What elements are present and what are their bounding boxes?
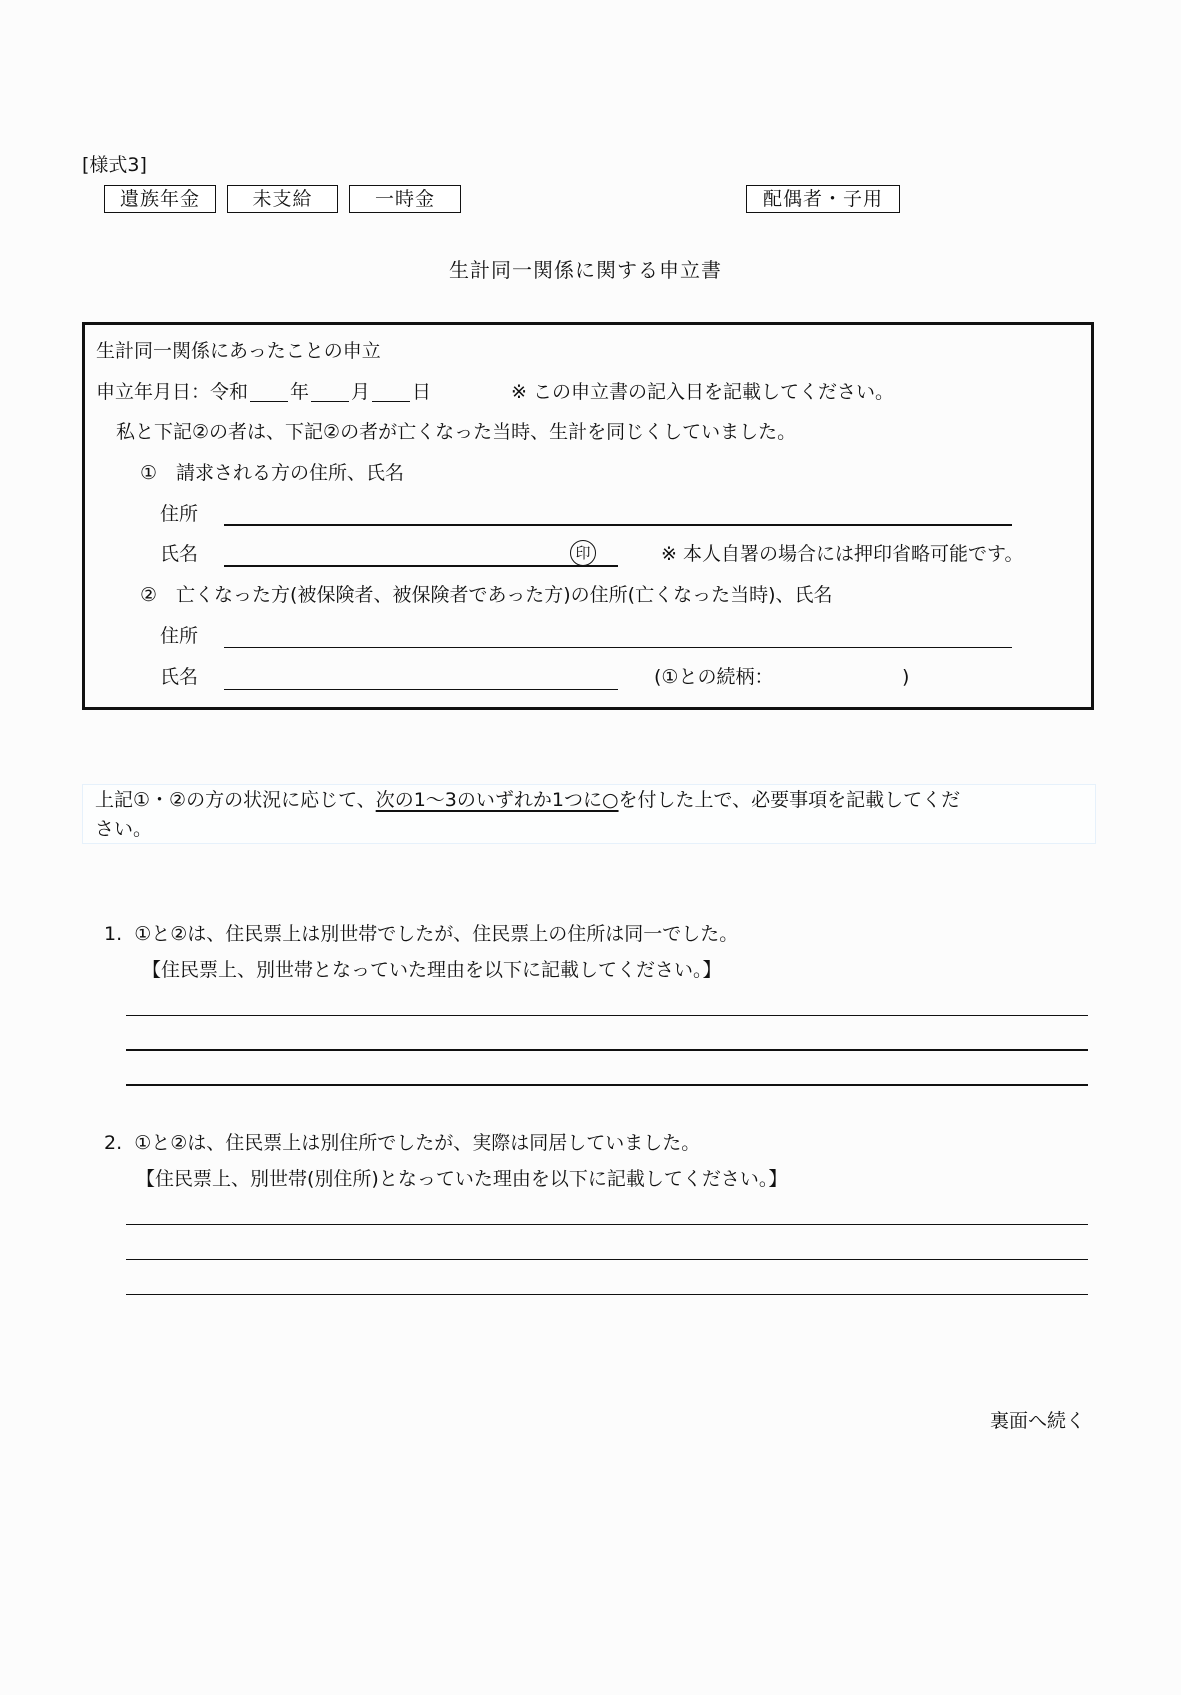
declaration-date-row [96, 383, 431, 402]
document-title: 生計同一関係に関する申立書 [449, 258, 722, 282]
option-1[interactable] [104, 925, 738, 944]
seal-mark [570, 540, 596, 566]
date-note: ※ この申立書の記入日を記載してください。 [511, 381, 894, 403]
month-field[interactable] [311, 383, 349, 402]
seal-icon: 印 [570, 540, 596, 566]
tag-survivor-pension[interactable] [104, 185, 216, 213]
option-1-answer-line-2[interactable] [126, 1049, 1088, 1051]
instructions-line1 [95, 791, 960, 810]
tag-label: 一時金 [374, 188, 435, 210]
option-2-prompt: 【住民票上、別世帯(別住所)となっていた理由を以下に記載してください。】 [136, 1168, 788, 1190]
date-label: 申立年月日：令和 [96, 381, 249, 403]
relationship-label: (①との続柄： [654, 666, 774, 688]
option-2-answer-line-3[interactable] [126, 1294, 1088, 1295]
declaration-heading: 生計同一関係にあったことの申立 [96, 340, 381, 362]
relationship-close: ) [902, 666, 910, 688]
option-2-answer-line-2[interactable] [126, 1259, 1088, 1260]
tag-label: 配偶者・子用 [762, 188, 883, 210]
form-label: [様式3] [82, 154, 147, 176]
day-unit: 日 [412, 381, 432, 403]
option-2[interactable] [104, 1134, 700, 1153]
deceased-name-label: 氏名 [160, 666, 199, 688]
instructions-prefix: 上記①・②の方の状況に応じて、 [95, 789, 376, 811]
claimant-heading: ① 請求される方の住所、氏名 [140, 462, 405, 484]
instructions-line2: さい。 [95, 818, 153, 840]
deceased-name-field[interactable] [224, 689, 618, 690]
tag-unpaid-benefit[interactable] [227, 185, 338, 213]
option-text: ①と②は、住民票上は別世帯でしたが、住民票上の住所は同一でした。 [134, 923, 739, 945]
claimant-address-field[interactable] [224, 524, 1012, 526]
tag-label: 未支給 [252, 188, 313, 210]
declaration-statement: 私と下記②の者は、下記②の者が亡くなった当時、生計を同じくしていました。 [116, 421, 797, 443]
deceased-heading: ② 亡くなった方(被保険者、被保険者であった方)の住所(亡くなった当時)、氏名 [140, 584, 833, 606]
claimant-address-label: 住所 [160, 503, 199, 525]
claimant-name-field[interactable] [224, 565, 618, 567]
instructions-underlined: 次の1～3のいずれか1つに○ [375, 789, 619, 811]
tag-lump-sum[interactable] [349, 185, 461, 213]
option-1-answer-line-1[interactable] [126, 1015, 1088, 1016]
deceased-address-field[interactable] [224, 647, 1012, 648]
option-1-prompt: 【住民票上、別世帯となっていた理由を以下に記載してください。】 [142, 959, 722, 981]
tag-label: 遺族年金 [119, 188, 200, 210]
option-text: ①と②は、住民票上は別住所でしたが、実際は同居していました。 [134, 1132, 701, 1154]
year-field[interactable] [250, 383, 288, 402]
option-number: 1. [104, 923, 123, 945]
option-2-answer-line-1[interactable] [126, 1224, 1088, 1225]
option-1-answer-line-3[interactable] [126, 1084, 1088, 1086]
year-unit: 年 [290, 381, 310, 403]
instructions-suffix: を付した上で、必要事項を記載してくだ [618, 789, 961, 811]
relationship-field[interactable] [800, 664, 900, 688]
day-field[interactable] [372, 383, 410, 402]
continue-note: 裏面へ続く [990, 1410, 1086, 1432]
seal-note: ※ 本人自署の場合には押印省略可能です。 [661, 543, 1024, 565]
claimant-name-label: 氏名 [160, 543, 199, 565]
option-number: 2. [104, 1132, 123, 1154]
month-unit: 月 [351, 381, 371, 403]
tag-spouse-child[interactable] [746, 185, 900, 213]
deceased-address-label: 住所 [160, 625, 199, 647]
